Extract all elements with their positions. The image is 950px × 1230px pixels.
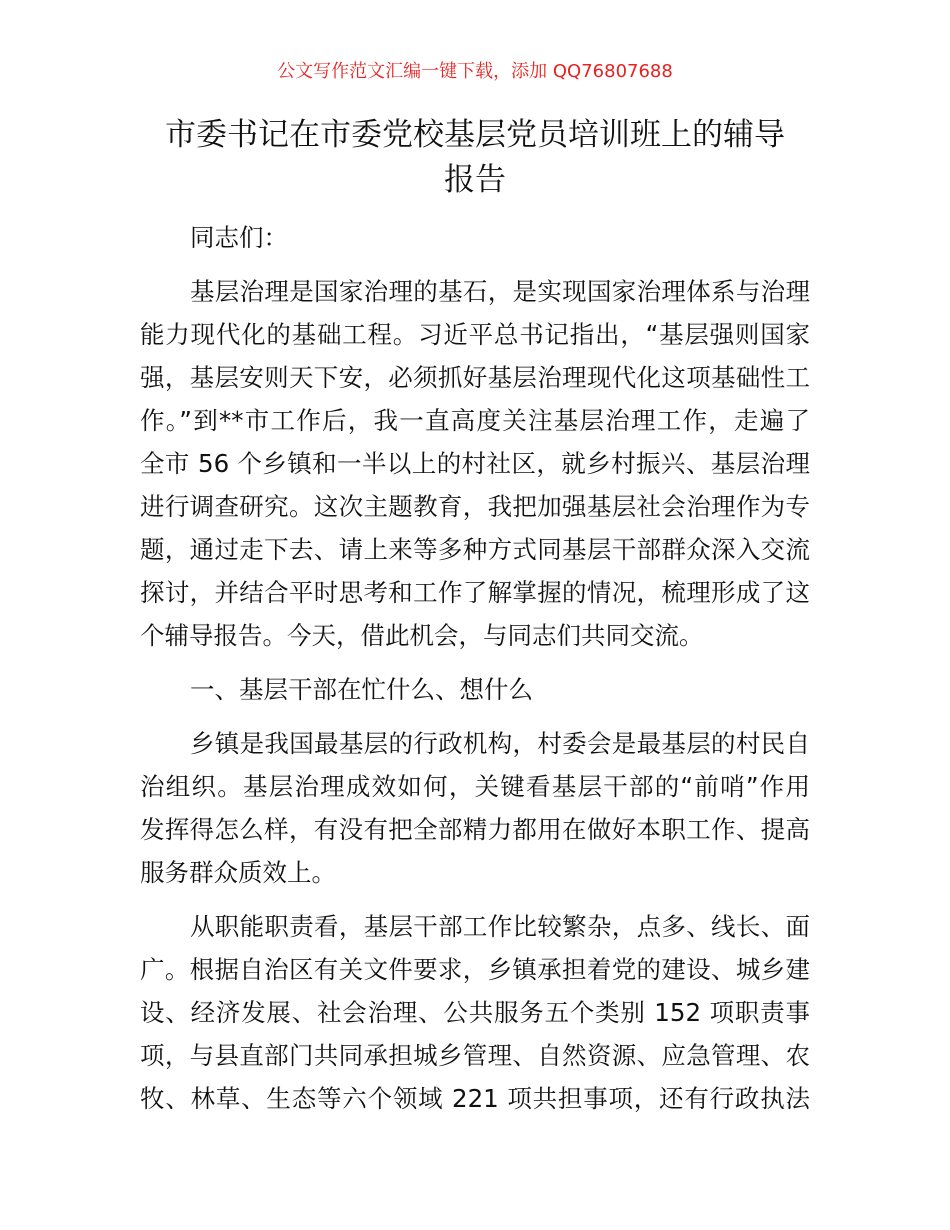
text-line: 治组织。基层治理成效如何，关键看基层干部的“前哨”作用 (140, 772, 810, 801)
section-heading (140, 668, 810, 711)
text-line: 全市 56 个乡镇和一半以上的村社区，就乡村振兴、基层治理 (140, 449, 810, 478)
text-line: 一、基层干部在忙什么、想什么 (190, 675, 533, 704)
text-line: 从职能职责看，基层干部工作比较繁杂，点多、线长、面 (190, 912, 810, 941)
text-line: 设、经济发展、社会治理、公共服务五个类别 152 项职责事 (140, 998, 810, 1027)
text-line: 题，通过走下去、请上来等多种方式同基层干部群众深入交流 (140, 535, 810, 564)
text-line: 服务群众质效上。 (140, 858, 336, 887)
text-line: 探讨，并结合平时思考和工作了解掌握的情况，梳理形成了这 (140, 578, 810, 607)
text-line: 广。根据自治区有关文件要求，乡镇承担着党的建设、城乡建 (140, 955, 810, 984)
text-line: 个辅导报告。今天，借此机会，与同志们共同交流。 (140, 621, 704, 650)
text-line: 能力现代化的基础工程。习近平总书记指出，“基层强则国家 (140, 320, 810, 349)
text-line: 进行调查研究。这次主题教育，我把加强基层社会治理作为专 (140, 492, 810, 521)
text-line: 基层治理是国家治理的基石，是实现国家治理体系与治理 (190, 277, 810, 306)
text-line: 强，基层安则天下安，必须抓好基层治理现代化这项基础性工 (140, 363, 810, 392)
paragraph (140, 216, 810, 259)
title-line: 市委书记在市委党校基层党员培训班上的辅导 (165, 117, 785, 153)
text-line: 项，与县直部门共同承担城乡管理、自然资源、应急管理、农 (140, 1041, 810, 1070)
paragraph (140, 905, 810, 1120)
paragraph (140, 722, 810, 894)
text-line: 乡镇是我国最基层的行政机构，村委会是最基层的村民自 (190, 729, 810, 758)
document-title (130, 113, 820, 203)
text-line: 牧、林草、生态等六个领域 221 项共担事项，还有行政执法 (140, 1084, 810, 1113)
download-banner: 公文写作范文汇编一键下载，添加 QQ76807688 (277, 61, 673, 82)
paragraph (140, 270, 810, 657)
document-body (140, 216, 810, 1131)
text-line: 同志们： (190, 223, 288, 252)
text-line: 发挥得怎么样，有没有把全部精力都用在做好本职工作、提高 (140, 815, 810, 844)
text-line: 作。”到**市工作后，我一直高度关注基层治理工作，走遍了 (140, 406, 810, 435)
title-line: 报告 (444, 162, 506, 198)
